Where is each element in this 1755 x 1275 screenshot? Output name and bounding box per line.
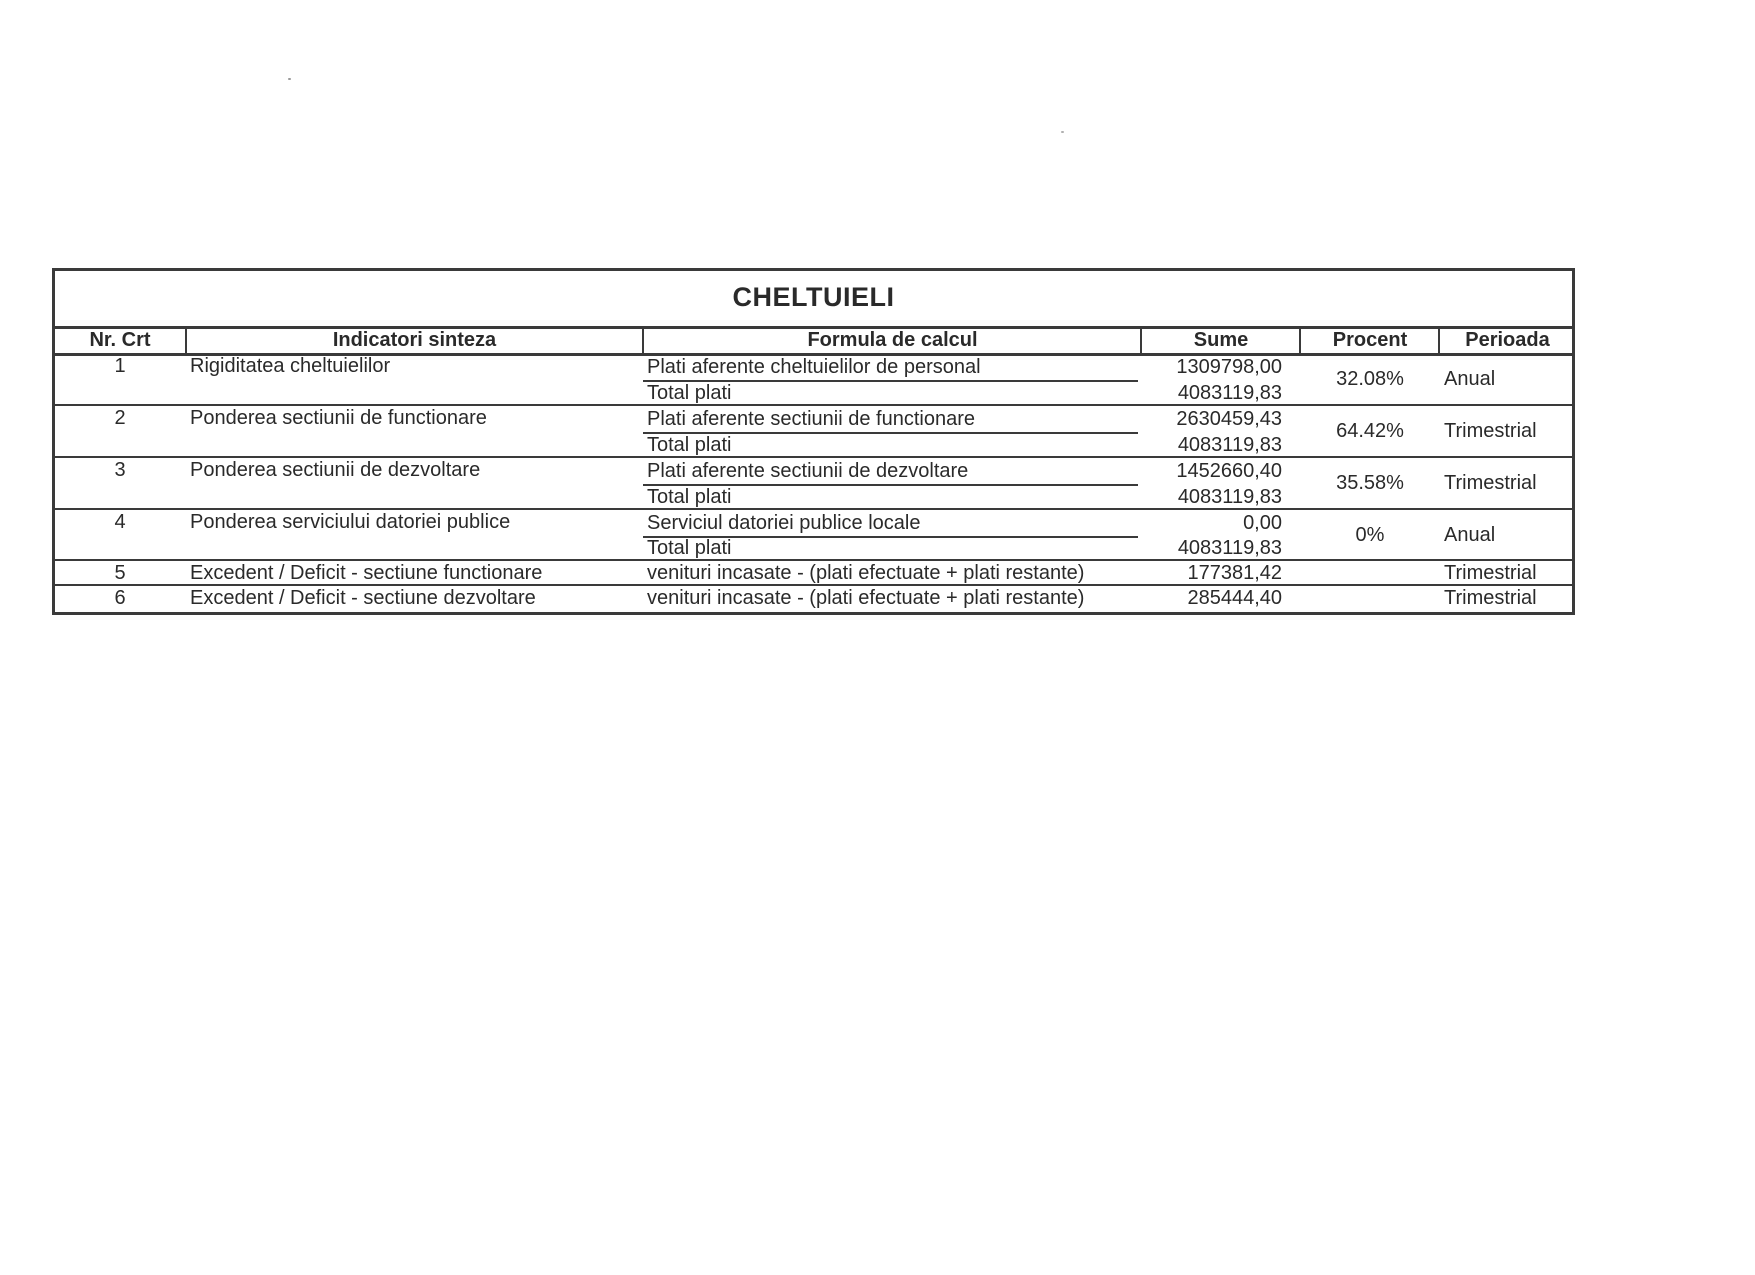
- row3-indicator: Ponderea sectiunii de dezvoltare: [190, 459, 481, 481]
- row1-indicator: Rigiditatea cheltuielilor: [190, 355, 391, 377]
- row2-formula-denominator: Total plati: [647, 434, 732, 456]
- header-perioada: Perioada: [1465, 329, 1550, 351]
- header-col-divider: [1438, 326, 1440, 354]
- header-col-divider: [185, 326, 187, 354]
- row2-suma-bottom: 4083119,83: [1177, 434, 1282, 456]
- row5-indicator: Excedent / Deficit - sectiune functionare: [190, 562, 543, 584]
- expenses-table: [52, 268, 1575, 615]
- row5-perioada: Trimestrial: [1444, 562, 1537, 584]
- row3-perioada: Trimestrial: [1444, 472, 1537, 494]
- row2-suma-top: 2630459,43: [1176, 408, 1282, 430]
- header-procent: Procent: [1332, 329, 1408, 351]
- header-col-divider: [1299, 326, 1301, 354]
- row4-suma-top: 0,00: [1243, 512, 1282, 534]
- row3-suma-top: 1452660,40: [1176, 460, 1282, 482]
- row5-formula: venituri incasate - (plati efectuate + plati restante): [647, 562, 1085, 584]
- row6-perioada: Trimestrial: [1444, 587, 1537, 609]
- scan-speck: [288, 78, 291, 80]
- row2-procent: 64.42%: [1336, 420, 1404, 442]
- row6-indicator: Excedent / Deficit - sectiune dezvoltare: [190, 587, 536, 609]
- row5-nr: 5: [114, 562, 126, 584]
- row5-suma: 177381,42: [1187, 562, 1282, 584]
- row3-formula-denominator: Total plati: [647, 486, 732, 508]
- row1-formula-numerator: Plati aferente cheltuielilor de personal: [647, 356, 981, 378]
- row-divider: [55, 508, 1572, 510]
- table-title: CHELTUIELI: [732, 282, 895, 312]
- row2-perioada: Trimestrial: [1444, 420, 1537, 442]
- row4-formula-numerator: Serviciul datoriei publice locale: [647, 512, 921, 534]
- row4-procent: 0%: [1355, 524, 1385, 546]
- header-nr-crt: Nr. Crt: [89, 329, 151, 351]
- row4-perioada: Anual: [1444, 524, 1496, 546]
- row4-nr: 4: [114, 511, 126, 533]
- row1-formula-denominator: Total plati: [647, 382, 732, 404]
- row1-perioada: Anual: [1444, 368, 1496, 390]
- row6-suma: 285444,40: [1187, 587, 1282, 609]
- scan-speck: [1061, 131, 1064, 133]
- row4-indicator: Ponderea serviciului datoriei publice: [190, 511, 511, 533]
- row-divider: [55, 456, 1572, 458]
- header-indicatori: Indicatori sinteza: [332, 329, 497, 351]
- header-col-divider: [642, 326, 644, 354]
- table-title-row: [55, 271, 1572, 329]
- row2-nr: 2: [114, 407, 126, 429]
- row1-nr: 1: [114, 355, 126, 377]
- row-divider: [55, 404, 1572, 406]
- row-divider: [55, 559, 1572, 561]
- row2-indicator: Ponderea sectiunii de functionare: [190, 407, 487, 429]
- row4-suma-bottom: 4083119,83: [1177, 537, 1282, 559]
- header-sume: Sume: [1193, 329, 1249, 351]
- header-formula: Formula de calcul: [807, 329, 978, 351]
- row4-formula-denominator: Total plati: [647, 537, 732, 559]
- header-col-divider: [1140, 326, 1142, 354]
- row-divider: [55, 584, 1572, 586]
- row3-procent: 35.58%: [1336, 472, 1404, 494]
- row3-nr: 3: [114, 459, 126, 481]
- row1-procent: 32.08%: [1336, 368, 1404, 390]
- row6-formula: venituri incasate - (plati efectuate + plati restante): [647, 587, 1085, 609]
- row1-suma-bottom: 4083119,83: [1177, 382, 1282, 404]
- row1-suma-top: 1309798,00: [1176, 356, 1282, 378]
- row2-formula-numerator: Plati aferente sectiunii de functionare: [647, 408, 975, 430]
- row3-formula-numerator: Plati aferente sectiunii de dezvoltare: [647, 460, 969, 482]
- row3-suma-bottom: 4083119,83: [1177, 486, 1282, 508]
- row6-nr: 6: [114, 587, 126, 609]
